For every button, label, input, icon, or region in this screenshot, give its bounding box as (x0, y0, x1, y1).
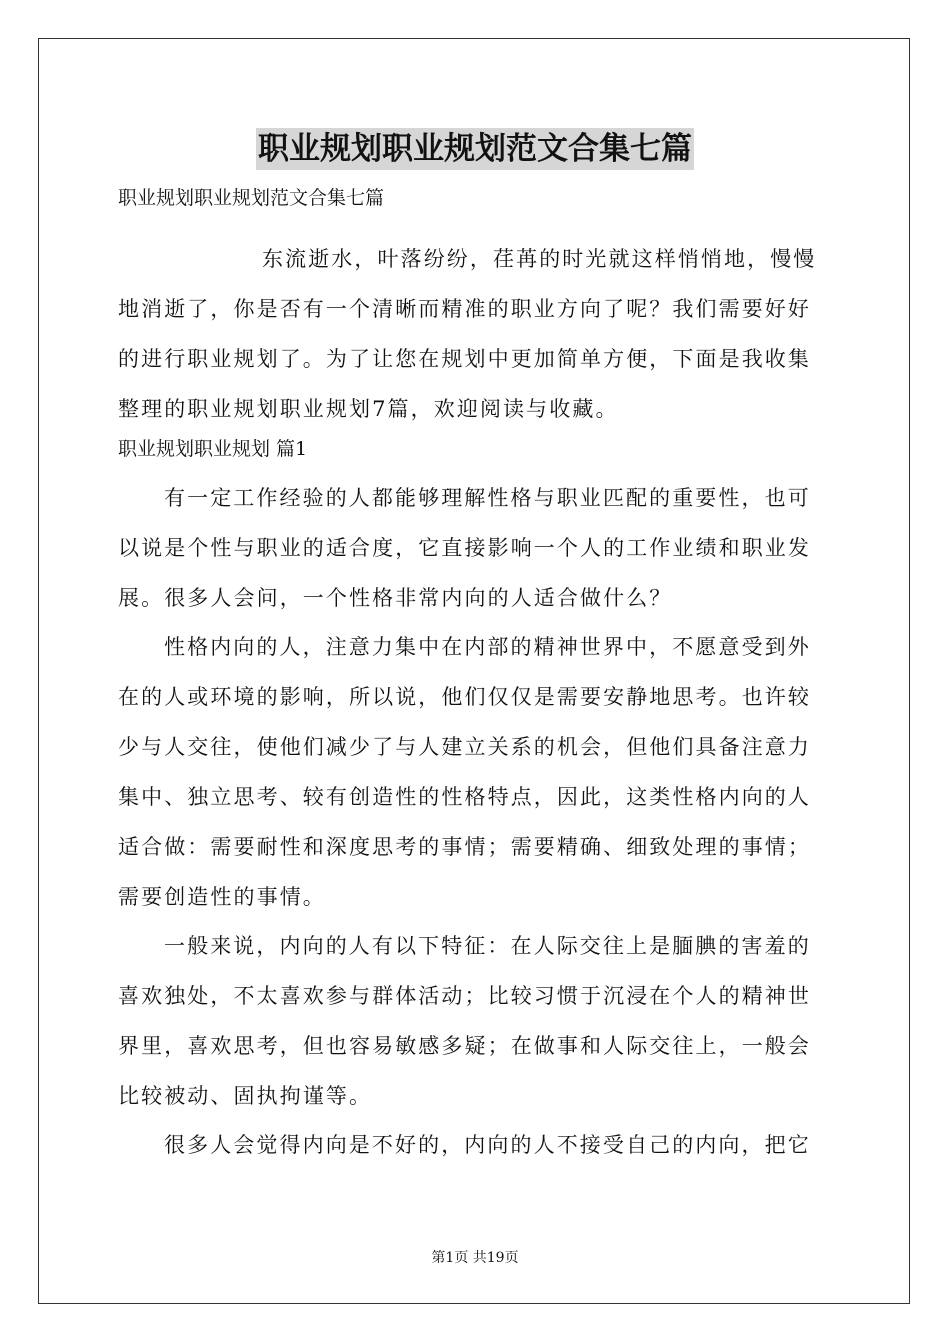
body-line: 以说是个性与职业的适合度，它直接影响一个人的工作业绩和职业发 (118, 536, 811, 560)
document-subtitle: 职业规划职业规划范文合集七篇 (118, 187, 385, 209)
body-paragraph-1 (118, 473, 834, 623)
section-heading: 职业规划职业规划 篇1 (118, 438, 308, 460)
document-title: 职业规划职业规划范文合集七篇 (256, 128, 694, 170)
body-line: 比较被动、固执拘谨等。 (118, 1084, 373, 1108)
intro-line: 整理的职业规划职业规划7篇，欢迎阅读与收藏。 (118, 397, 619, 421)
page-footer: 第1页 共19页 (431, 1250, 519, 1266)
body-line: 很多人会觉得内向是不好的，内向的人不接受自己的内向，把它 (164, 1133, 811, 1157)
body-line: 喜欢独处，不太喜欢参与群体活动；比较习惯于沉浸在个人的精神世 (118, 984, 811, 1008)
body-line: 一般来说，内向的人有以下特征：在人际交往上是腼腆的害羞的 (164, 934, 811, 958)
intro-paragraph (118, 234, 834, 434)
body-line: 界里，喜欢思考，但也容易敏感多疑；在做事和人际交往上，一般会 (118, 1034, 811, 1058)
body-line: 适合做：需要耐性和深度思考的事情；需要精确、细致处理的事情； (118, 835, 811, 859)
body-paragraph-2 (118, 622, 834, 922)
body-line: 展。很多人会问，一个性格非常内向的人适合做什么？ (118, 586, 673, 610)
title-wrap (0, 128, 950, 170)
body-line: 需要创造性的事情。 (118, 885, 326, 909)
body-line: 少与人交往，使他们减少了与人建立关系的机会，但他们具备注意力 (118, 735, 811, 759)
intro-line: 东流逝水，叶落纷纷，荏苒的时光就这样悄悄地，慢慢 (262, 247, 817, 271)
body-line: 在的人或环境的影响，所以说，他们仅仅是需要安静地思考。也许较 (118, 685, 811, 709)
body-line: 有一定工作经验的人都能够理解性格与职业匹配的重要性，也可 (164, 486, 811, 510)
body-paragraph-3 (118, 921, 834, 1121)
body-line: 性格内向的人，注意力集中在内部的精神世界中，不愿意受到外 (164, 635, 811, 659)
intro-line: 地消逝了，你是否有一个清晰而精准的职业方向了呢？我们需要好好 (118, 297, 811, 321)
intro-line: 的进行职业规划了。为了让您在规划中更加简单方便，下面是我收集 (118, 347, 811, 371)
body-line: 集中、独立思考、较有创造性的性格特点，因此，这类性格内向的人 (118, 785, 811, 809)
body-paragraph-4 (118, 1120, 834, 1170)
